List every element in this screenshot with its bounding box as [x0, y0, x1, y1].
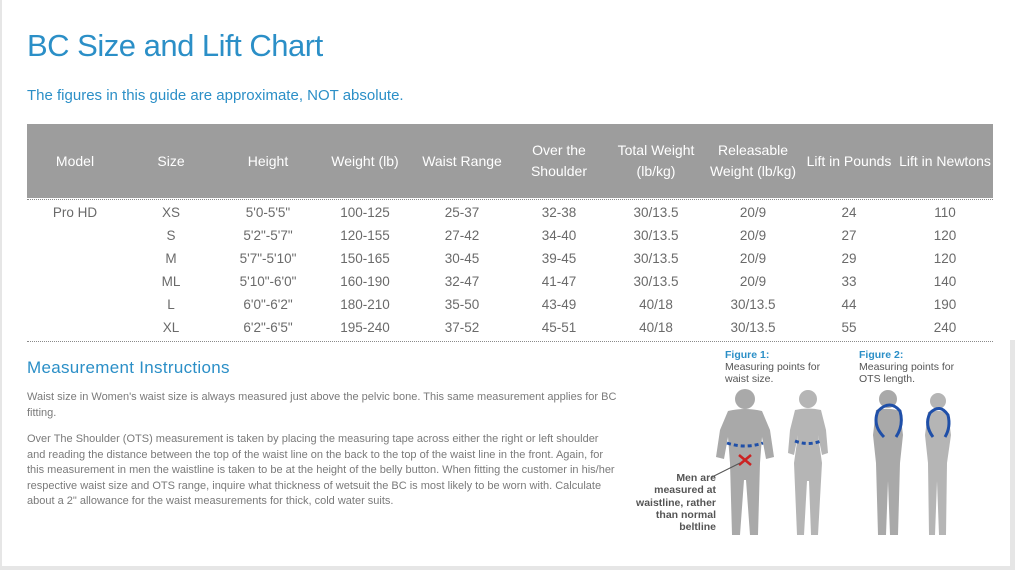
cell-over-shoulder: 43-49	[541, 297, 577, 312]
cell-waist-range: 27-42	[444, 228, 480, 243]
cell-releasable-weight: 20/9	[739, 274, 767, 289]
cell-total-weight: 30/13.5	[633, 251, 679, 266]
frame-left-border	[0, 0, 2, 570]
men-waistline-note: Men are measured at waistline, rather than normal beltline	[636, 472, 716, 534]
cell-model	[27, 270, 123, 293]
header-height: Height	[247, 152, 289, 169]
cell-size: L	[167, 297, 175, 312]
cell-model	[27, 316, 123, 339]
cell-lift-pounds: 33	[841, 274, 857, 289]
cell-over-shoulder: 45-51	[541, 320, 577, 335]
cell-total-weight: 40/18	[639, 320, 673, 335]
cell-weight: 120-155	[340, 228, 390, 243]
header-waist-range: Waist Range	[422, 152, 502, 169]
cell-waist-range: 32-47	[444, 274, 480, 289]
cell-over-shoulder: 32-38	[541, 205, 577, 220]
cell-waist-range: 37-52	[444, 320, 480, 335]
cell-lift-pounds: 24	[841, 205, 857, 220]
figure-1-caption: Figure 1: Measuring points for waist size.	[725, 349, 821, 385]
header-weight: Weight (lb)	[331, 152, 399, 169]
cell-lift-pounds: 27	[841, 228, 857, 243]
cell-weight: 100-125	[340, 205, 390, 220]
cell-weight: 180-210	[340, 297, 390, 312]
header-lift-pounds: Lift in Pounds	[806, 152, 892, 169]
cell-releasable-weight: 30/13.5	[730, 297, 776, 312]
header-total-weight: Total Weight (lb/kg)	[617, 142, 695, 179]
cell-size: S	[166, 228, 176, 243]
cell-lift-newtons: 120	[933, 251, 957, 266]
table-row	[27, 270, 993, 293]
cell-releasable-weight: 20/9	[739, 228, 767, 243]
cell-lift-newtons: 140	[933, 274, 957, 289]
cell-lift-pounds: 55	[841, 320, 857, 335]
table-bottom-divider	[27, 341, 993, 342]
cell-size: XS	[161, 205, 180, 220]
figure-2-caption: Figure 2: Measuring points for OTS length.	[859, 349, 955, 385]
woman-front-silhouette	[788, 390, 828, 535]
cell-releasable-weight: 30/13.5	[730, 320, 776, 335]
cell-size: ML	[161, 274, 181, 289]
cell-weight: 195-240	[340, 320, 390, 335]
cell-waist-range: 35-50	[444, 297, 480, 312]
cell-model	[27, 293, 123, 316]
section-title: Measurement Instructions	[27, 358, 230, 377]
cell-weight: 160-190	[340, 274, 390, 289]
frame-right-border	[1010, 340, 1015, 570]
cell-lift-newtons: 110	[934, 205, 956, 220]
cell-releasable-weight: 20/9	[739, 251, 767, 266]
table-row	[27, 247, 993, 270]
table-row	[27, 201, 993, 224]
cell-total-weight: 30/13.5	[633, 205, 679, 220]
page-subtitle: The figures in this guide are approximate, NOT absolute.	[27, 87, 404, 104]
cell-height: 5'2"-5'7"	[243, 228, 293, 243]
header-divider	[27, 199, 993, 200]
table-header	[27, 124, 993, 198]
header-releasable-weight: Releasable Weight (lb/kg)	[709, 142, 797, 179]
cell-releasable-weight: 20/9	[739, 205, 767, 220]
cell-size: M	[165, 251, 177, 266]
table-row	[27, 224, 993, 247]
cell-model	[27, 224, 123, 247]
cell-lift-pounds: 29	[841, 251, 857, 266]
instruction-paragraph-1: Waist size in Women's waist size is always measured just above the pelvic bone. This same measurement applies for BC fitting.	[27, 391, 617, 419]
cell-height: 5'0-5'5"	[245, 205, 291, 220]
header-size: Size	[157, 152, 185, 169]
cell-over-shoulder: 39-45	[541, 251, 577, 266]
frame-bottom-border	[0, 566, 1015, 570]
cell-waist-range: 30-45	[444, 251, 480, 266]
measurement-figures-illustration	[700, 385, 1000, 540]
cell-lift-newtons: 190	[933, 297, 957, 312]
header-model: Model	[55, 152, 95, 169]
cell-total-weight: 30/13.5	[633, 274, 679, 289]
man-front-silhouette	[716, 389, 774, 535]
header-over-shoulder: Over the Shoulder	[530, 142, 588, 179]
cell-over-shoulder: 41-47	[541, 274, 577, 289]
cell-height: 5'7"-5'10"	[239, 251, 297, 266]
cell-total-weight: 30/13.5	[633, 228, 679, 243]
cell-lift-newtons: 120	[933, 228, 957, 243]
cell-model: Pro HD	[52, 205, 98, 220]
cell-height: 6'2"-6'5"	[243, 320, 293, 335]
cell-model	[27, 247, 123, 270]
cell-height: 5'10"-6'0"	[239, 274, 297, 289]
cell-over-shoulder: 34-40	[541, 228, 577, 243]
table-row	[27, 293, 993, 316]
cell-waist-range: 25-37	[444, 205, 480, 220]
cell-size: XL	[162, 320, 180, 335]
cell-height: 6'0"-6'2"	[243, 297, 293, 312]
header-lift-newtons: Lift in Newtons	[899, 152, 991, 169]
table-row	[27, 316, 993, 339]
cell-weight: 150-165	[340, 251, 390, 266]
cell-total-weight: 40/18	[639, 297, 673, 312]
cell-lift-pounds: 44	[841, 297, 857, 312]
cell-lift-newtons: 240	[933, 320, 957, 335]
page-title: BC Size and Lift Chart	[27, 28, 323, 63]
instruction-paragraph-2: Over The Shoulder (OTS) measurement is taken by placing the measuring tape across either the right or left shoulder and reading the distance between the top of the waist line on the back to the top of the waist line in the front. Again, for this measurement in men the waistline is taken to be at the height of the belly button. When fitting the customer in his/her respective waist size and OTS range, inquire what thickness of wetsuit the BC is most likely to be worn with. Calculate about a 2" allowance for the waist measurements for thick, cold water suits.	[27, 433, 615, 507]
